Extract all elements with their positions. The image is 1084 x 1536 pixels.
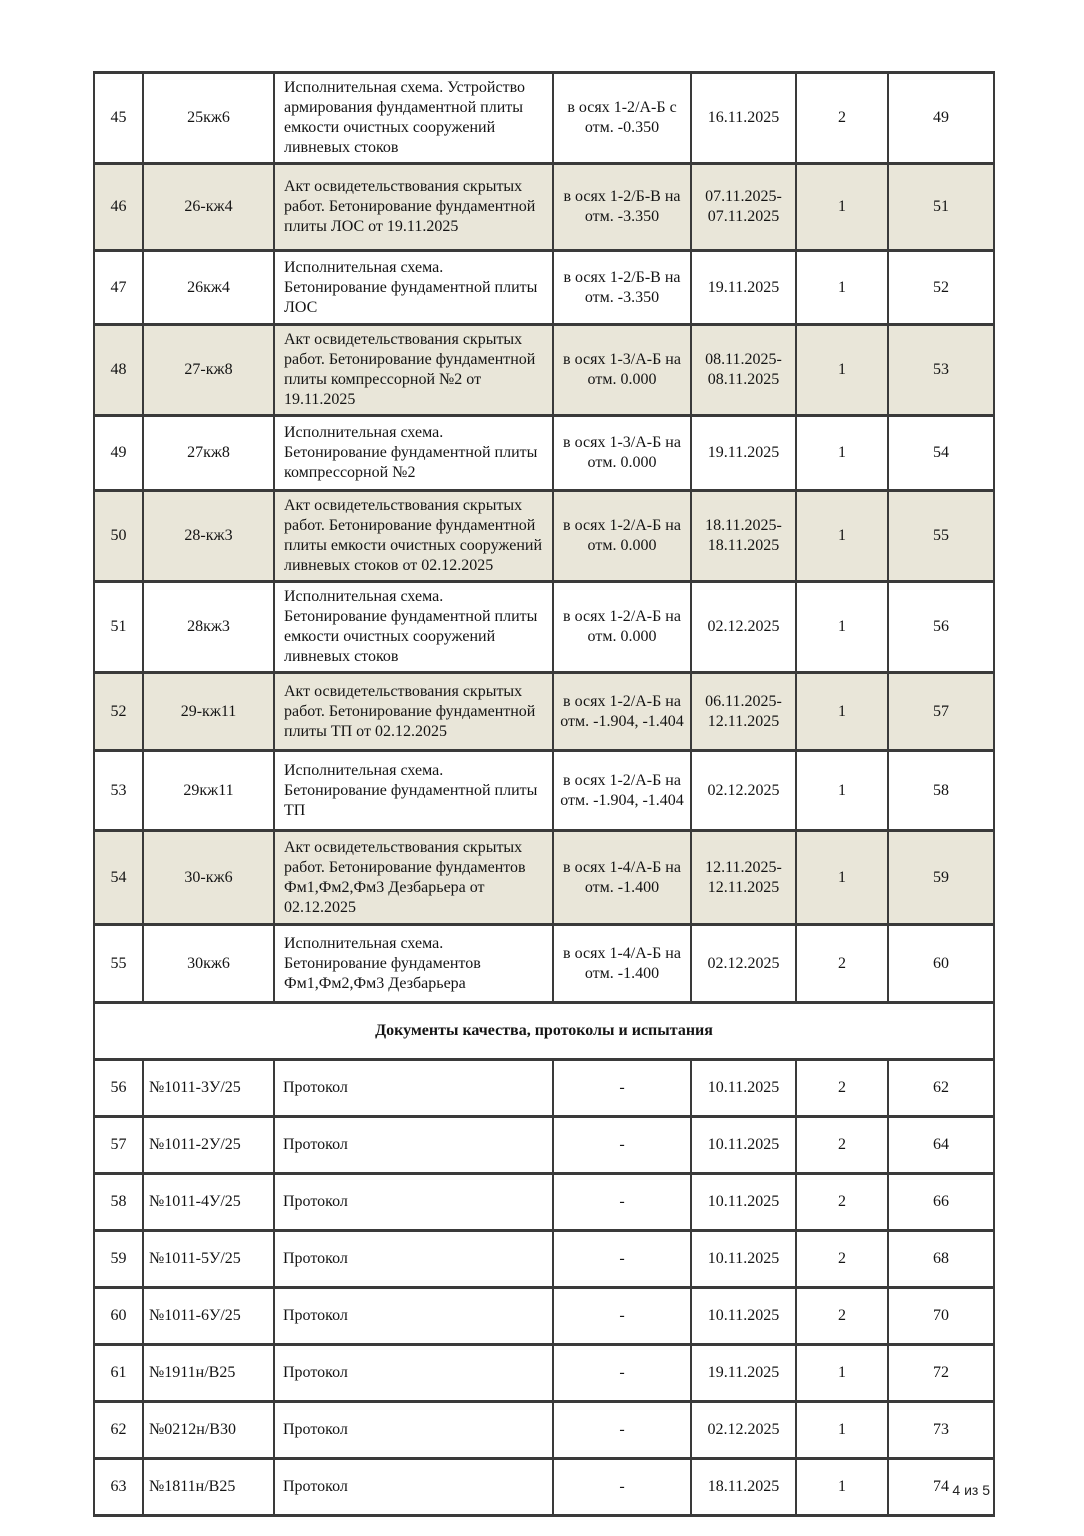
cell-date: 08.11.2025-08.11.2025 (691, 325, 796, 416)
table-row (94, 1288, 994, 1345)
table-row (94, 1402, 994, 1459)
cell-axes: - (553, 1402, 691, 1459)
cell-axes: в осях 1-2/Б-В на отм. -3.350 (553, 164, 691, 251)
cell-code: 30-кж6 (143, 831, 274, 925)
cell-sheets: 1 (796, 582, 888, 673)
cell-axes: в осях 1-2/А-Б с отм. -0.350 (553, 73, 691, 164)
cell-title: Исполнительная схема. Бетонирование фундаментной плиты компрессорной №2 (274, 416, 553, 491)
table-row (94, 416, 994, 491)
cell-sheets: 1 (796, 751, 888, 831)
cell-axes: - (553, 1345, 691, 1402)
cell-num: 56 (94, 1060, 143, 1117)
section-header-title: Документы качества, протоколы и испытания (94, 1003, 994, 1060)
cell-axes: - (553, 1459, 691, 1516)
cell-date: 10.11.2025 (691, 1288, 796, 1345)
cell-title: Протокол (274, 1288, 553, 1345)
cell-code: №1811н/В25 (143, 1459, 274, 1516)
table-row (94, 1117, 994, 1174)
cell-num: 45 (94, 73, 143, 164)
cell-page: 52 (888, 251, 994, 325)
cell-sheets: 2 (796, 1231, 888, 1288)
table-row (94, 1459, 994, 1516)
cell-page: 74 (888, 1459, 994, 1516)
cell-sheets: 1 (796, 1402, 888, 1459)
cell-num: 49 (94, 416, 143, 491)
cell-title: Протокол (274, 1174, 553, 1231)
cell-page: 54 (888, 416, 994, 491)
cell-title: Протокол (274, 1231, 553, 1288)
cell-title: Акт освидетельствования скрытых работ. Бетонирование фундаментной плиты компрессорной №2 от 19.11.2025 (274, 325, 553, 416)
cell-page: 60 (888, 925, 994, 1003)
cell-title: Акт освидетельствования скрытых работ. Бетонирование фундаментной плиты ЛОС от 19.11.2025 (274, 164, 553, 251)
cell-date: 10.11.2025 (691, 1117, 796, 1174)
cell-sheets: 2 (796, 1174, 888, 1231)
cell-sheets: 1 (796, 325, 888, 416)
cell-date: 18.11.2025 (691, 1459, 796, 1516)
cell-page: 55 (888, 491, 994, 582)
cell-code: 29кж11 (143, 751, 274, 831)
cell-page: 66 (888, 1174, 994, 1231)
cell-title: Акт освидетельствования скрытых работ. Бетонирование фундаментов Фм1,Фм2,Фм3 Дезбарьера от 02.12.2025 (274, 831, 553, 925)
cell-code: 28кж3 (143, 582, 274, 673)
documents-register-table (93, 71, 995, 1517)
table-row (94, 164, 994, 251)
cell-date: 02.12.2025 (691, 582, 796, 673)
cell-code: 30кж6 (143, 925, 274, 1003)
documents-register-table-body (94, 73, 994, 1516)
cell-axes: в осях 1-2/А-Б на отм. -1.904, -1.404 (553, 673, 691, 751)
cell-page: 58 (888, 751, 994, 831)
table-row (94, 73, 994, 164)
cell-axes: в осях 1-2/Б-В на отм. -3.350 (553, 251, 691, 325)
cell-axes: - (553, 1174, 691, 1231)
cell-date: 10.11.2025 (691, 1060, 796, 1117)
cell-num: 63 (94, 1459, 143, 1516)
cell-title: Протокол (274, 1402, 553, 1459)
cell-code: №1011-2У/25 (143, 1117, 274, 1174)
cell-title: Исполнительная схема. Бетонирование фундаментной плиты ТП (274, 751, 553, 831)
cell-page: 64 (888, 1117, 994, 1174)
cell-title: Протокол (274, 1345, 553, 1402)
cell-sheets: 1 (796, 416, 888, 491)
cell-num: 57 (94, 1117, 143, 1174)
cell-code: 27кж8 (143, 416, 274, 491)
table-row (94, 325, 994, 416)
cell-page: 59 (888, 831, 994, 925)
cell-num: 60 (94, 1288, 143, 1345)
cell-num: 46 (94, 164, 143, 251)
cell-sheets: 1 (796, 1345, 888, 1402)
cell-num: 53 (94, 751, 143, 831)
cell-num: 50 (94, 491, 143, 582)
cell-code: 26-кж4 (143, 164, 274, 251)
cell-code: 29-кж11 (143, 673, 274, 751)
cell-code: 25кж6 (143, 73, 274, 164)
table-row (94, 1174, 994, 1231)
cell-axes: - (553, 1060, 691, 1117)
cell-date: 18.11.2025-18.11.2025 (691, 491, 796, 582)
cell-sheets: 1 (796, 831, 888, 925)
cell-axes: в осях 1-4/А-Б на отм. -1.400 (553, 831, 691, 925)
cell-code: №1011-4У/25 (143, 1174, 274, 1231)
cell-date: 10.11.2025 (691, 1174, 796, 1231)
cell-date: 16.11.2025 (691, 73, 796, 164)
cell-code: №1011-5У/25 (143, 1231, 274, 1288)
cell-date: 07.11.2025-07.11.2025 (691, 164, 796, 251)
table-row (94, 831, 994, 925)
cell-axes: в осях 1-3/А-Б на отм. 0.000 (553, 325, 691, 416)
cell-page: 70 (888, 1288, 994, 1345)
cell-page: 57 (888, 673, 994, 751)
cell-axes: - (553, 1117, 691, 1174)
cell-page: 49 (888, 73, 994, 164)
cell-title: Исполнительная схема. Устройство армирования фундаментной плиты емкости очистных сооружений ливневых стоков (274, 73, 553, 164)
cell-num: 58 (94, 1174, 143, 1231)
cell-axes: в осях 1-2/А-Б на отм. 0.000 (553, 582, 691, 673)
cell-page: 68 (888, 1231, 994, 1288)
cell-axes: - (553, 1288, 691, 1345)
cell-date: 06.11.2025-12.11.2025 (691, 673, 796, 751)
cell-code: №0212н/В30 (143, 1402, 274, 1459)
page-number-indicator: 4 из 5 (952, 1482, 990, 1498)
cell-date: 02.12.2025 (691, 1402, 796, 1459)
cell-date: 12.11.2025-12.11.2025 (691, 831, 796, 925)
cell-code: 27-кж8 (143, 325, 274, 416)
cell-sheets: 2 (796, 925, 888, 1003)
cell-code: №1011-6У/25 (143, 1288, 274, 1345)
cell-title: Протокол (274, 1459, 553, 1516)
cell-page: 62 (888, 1060, 994, 1117)
table-row (94, 251, 994, 325)
table-row (94, 925, 994, 1003)
cell-title: Исполнительная схема. Бетонирование фундаментов Фм1,Фм2,Фм3 Дезбарьера (274, 925, 553, 1003)
table-row (94, 1060, 994, 1117)
table-row (94, 582, 994, 673)
cell-title: Исполнительная схема. Бетонирование фундаментной плиты ЛОС (274, 251, 553, 325)
cell-date: 19.11.2025 (691, 416, 796, 491)
cell-sheets: 2 (796, 73, 888, 164)
cell-axes: - (553, 1231, 691, 1288)
cell-num: 52 (94, 673, 143, 751)
cell-num: 59 (94, 1231, 143, 1288)
cell-sheets: 1 (796, 1459, 888, 1516)
cell-sheets: 2 (796, 1117, 888, 1174)
cell-title: Акт освидетельствования скрытых работ. Бетонирование фундаментной плиты ТП от 02.12.2025 (274, 673, 553, 751)
cell-axes: в осях 1-2/А-Б на отм. 0.000 (553, 491, 691, 582)
cell-num: 47 (94, 251, 143, 325)
cell-page: 53 (888, 325, 994, 416)
cell-date: 19.11.2025 (691, 251, 796, 325)
table-row (94, 1345, 994, 1402)
cell-page: 56 (888, 582, 994, 673)
cell-code: 28-кж3 (143, 491, 274, 582)
cell-axes: в осях 1-4/А-Б на отм. -1.400 (553, 925, 691, 1003)
cell-num: 62 (94, 1402, 143, 1459)
cell-date: 02.12.2025 (691, 925, 796, 1003)
table-row (94, 1231, 994, 1288)
table-row (94, 491, 994, 582)
section-header-row (94, 1003, 994, 1060)
cell-sheets: 1 (796, 673, 888, 751)
cell-code: 26кж4 (143, 251, 274, 325)
cell-sheets: 2 (796, 1060, 888, 1117)
cell-page: 73 (888, 1402, 994, 1459)
cell-num: 54 (94, 831, 143, 925)
cell-title: Протокол (274, 1117, 553, 1174)
cell-sheets: 1 (796, 251, 888, 325)
cell-date: 02.12.2025 (691, 751, 796, 831)
cell-date: 10.11.2025 (691, 1231, 796, 1288)
cell-num: 61 (94, 1345, 143, 1402)
cell-page: 72 (888, 1345, 994, 1402)
cell-sheets: 1 (796, 491, 888, 582)
cell-num: 48 (94, 325, 143, 416)
table-row (94, 751, 994, 831)
cell-sheets: 1 (796, 164, 888, 251)
cell-page: 51 (888, 164, 994, 251)
cell-title: Исполнительная схема. Бетонирование фундаментной плиты емкости очистных сооружений ливневых стоков (274, 582, 553, 673)
cell-title: Протокол (274, 1060, 553, 1117)
cell-axes: в осях 1-2/А-Б на отм. -1.904, -1.404 (553, 751, 691, 831)
cell-title: Акт освидетельствования скрытых работ. Бетонирование фундаментной плиты емкости очистных сооружений ливневых стоков от 02.12.2025 (274, 491, 553, 582)
table-row (94, 673, 994, 751)
cell-sheets: 2 (796, 1288, 888, 1345)
cell-code: №1911н/В25 (143, 1345, 274, 1402)
cell-code: №1011-3У/25 (143, 1060, 274, 1117)
cell-num: 51 (94, 582, 143, 673)
cell-date: 19.11.2025 (691, 1345, 796, 1402)
cell-axes: в осях 1-3/А-Б на отм. 0.000 (553, 416, 691, 491)
cell-num: 55 (94, 925, 143, 1003)
